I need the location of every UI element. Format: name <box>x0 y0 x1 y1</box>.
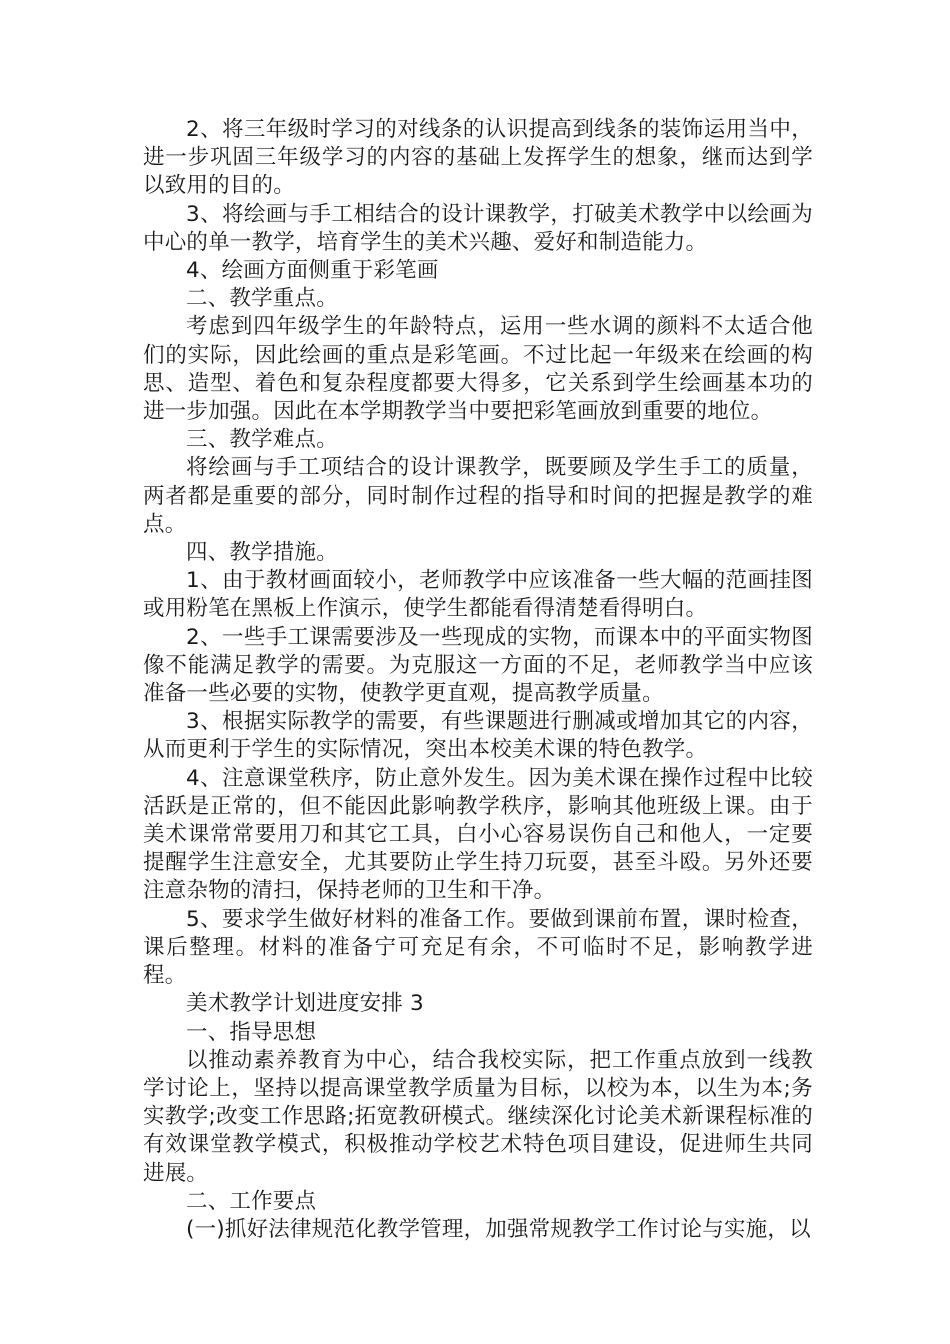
section-heading: 三、教学难点。 <box>186 427 338 453</box>
document-body <box>143 116 813 1244</box>
section-heading: 四、教学措施。 <box>186 540 338 566</box>
paragraph: (一)抓好法律规范化教学管理，加强常规教学工作讨论与实施，以 <box>186 1216 811 1242</box>
paragraph: 4、绘画方面侧重于彩笔画 <box>186 258 439 284</box>
paragraph: 5、要求学生做好材料的准备工作。要做到课前布置，课时检查，课后整理。材料的准备宁可充足有余，不可临时不足，影响教学进程。 <box>143 906 813 989</box>
paragraph: 考虑到四年级学生的年龄特点，运用一些水调的颜料不太适合他们的实际，因此绘画的重点是彩笔画。不过比起一年级来在绘画的构思、造型、着色和复杂程度都要大得多，它关系到学生绘画基本功的进一步加强。因此在本学期教学当中要把彩笔画放到重要的地位。 <box>143 314 813 425</box>
paragraph: 3、将绘画与手工相结合的设计课教学，打破美术教学中以绘画为中心的单一教学，培育学生的美术兴趣、爱好和制造能力。 <box>143 201 813 255</box>
section-heading: 二、工作要点 <box>186 1188 317 1214</box>
paragraph: 2、将三年级时学习的对线条的认识提高到线条的装饰运用当中，进一步巩固三年级学习的内容的基础上发挥学生的想象，继而达到学以致用的目的。 <box>143 117 813 199</box>
section-heading: 一、指导思想 <box>186 1019 317 1045</box>
paragraph: 以推动素养教育为中心，结合我校实际，把工作重点放到一线教学讨论上，坚持以提高课堂教学质量为目标，以校为本，以生为本;务实教学;改变工作思路;拓宽教研模式。继续深化讨论美术新课程标准的有效课堂教学模式，积极推动学校艺术特色项目建设，促进师生共同进展。 <box>143 1047 813 1186</box>
paragraph: 将绘画与手工项结合的设计课教学，既要顾及学生手工的质量，两者都是重要的部分，同时制作过程的指导和时间的把握是教学的难点。 <box>143 455 813 537</box>
paragraph: 3、根据实际教学的需要，有些课题进行删减或增加其它的内容，从而更利于学生的实际情况，突出本校美术课的特色教学。 <box>143 709 813 763</box>
paragraph: 4、注意课堂秩序，防止意外发生。因为美术课在操作过程中比较活跃是正常的，但不能因此影响教学秩序，影响其他班级上课。由于美术课常常要用刀和其它工具，白小心容易误伤自己和他人，一定要提醒学生注意安全，尤其要防止学生持刀玩耍，甚至斗殴。另外还要注意杂物的清扫，保持老师的卫生和干净。 <box>143 765 813 904</box>
paragraph: 1、由于教材画面较小，老师教学中应该准备一些大幅的范画挂图或用粉笔在黑板上作演示，使学生都能看得清楚看得明白。 <box>143 568 813 622</box>
section-heading: 二、教学重点。 <box>186 286 338 312</box>
document-title: 美术教学计划进度安排 3 <box>186 991 424 1017</box>
paragraph: 2、一些手工课需要涉及一些现成的实物，而课本中的平面实物图像不能满足教学的需要。为克服这一方面的不足，老师教学当中应该准备一些必要的实物，使教学更直观，提高教学质量。 <box>143 624 813 707</box>
